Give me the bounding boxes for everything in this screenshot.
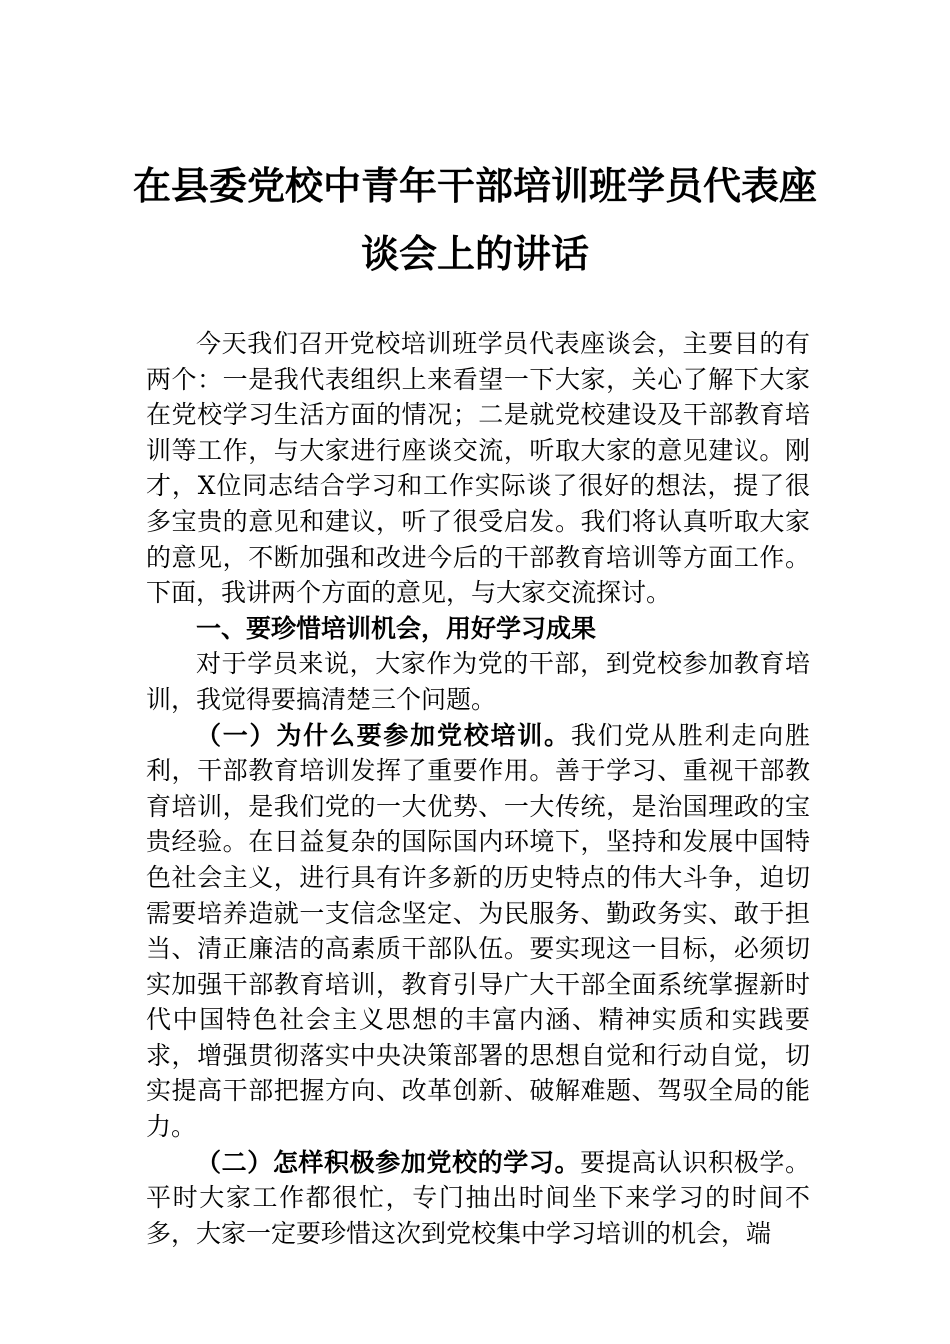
subsection-2-lead: （二）怎样积极参加党校的学习。 <box>196 1147 581 1177</box>
paragraph-section-1-intro: 对于学员来说，大家作为党的干部，到党校参加教育培训，我觉得要搞清楚三个问题。 <box>146 649 810 714</box>
section-heading-1: 一、要珍惜培训机会，用好学习成果 <box>196 613 597 643</box>
document-body <box>146 326 810 1251</box>
subsection-2-text: 要提高认识积极学。平时大家工作都很忙，专门抽出时间坐下来学习的时间不多，大家一定要珍惜这次到党校集中学习培训的机会，端 <box>146 1147 810 1248</box>
paragraph-subsection-1 <box>146 718 810 1145</box>
subsection-1-lead: （一）为什么要参加党校培训。 <box>196 720 571 750</box>
paragraph-intro: 今天我们召开党校培训班学员代表座谈会，主要目的有两个：一是我代表组织上来看望一下大家，关心了解下大家在党校学习生活方面的情况；二是就党校建设及干部教育培训等工作，与大家进行座谈交流，听取大家的意见建议。刚才，X位同志结合学习和工作实际谈了很好的想法，提了很多宝贵的意见和建议，听了很受启发。我们将认真听取大家的意见，不断加强和改进今后的干部教育培训等方面工作。下面，我讲两个方面的意见，与大家交流探讨。 <box>146 329 810 608</box>
subsection-1-text: 我们党从胜利走向胜利，干部教育培训发挥了重要作用。善于学习、重视干部教育培训，是我们党的一大优势、一大传统，是治国理政的宝贵经验。在日益复杂的国际国内环境下，坚持和发展中国特色社会主义，进行具有许多新的历史特点的伟大斗争，迫切需要培养造就一支信念坚定、为民服务、勤政务实、敢于担当、清正廉洁的高素质干部队伍。要实现这一目标，必须切实加强干部教育培训，教育引导广大干部全面系统掌握新时代中国特色社会主义思想的丰富内涵、精神实质和实践要求，增强贯彻落实中央决策部署的思想自觉和行动自觉，切实提高干部把握方向、改革创新、破解难题、驾驭全局的能力。 <box>146 720 810 1142</box>
paragraph-subsection-2 <box>146 1145 810 1252</box>
document-title-line-2: 谈会上的讲话 <box>360 231 589 276</box>
document-title-line-1: 在县委党校中青年干部培训班学员代表座 <box>132 163 817 208</box>
